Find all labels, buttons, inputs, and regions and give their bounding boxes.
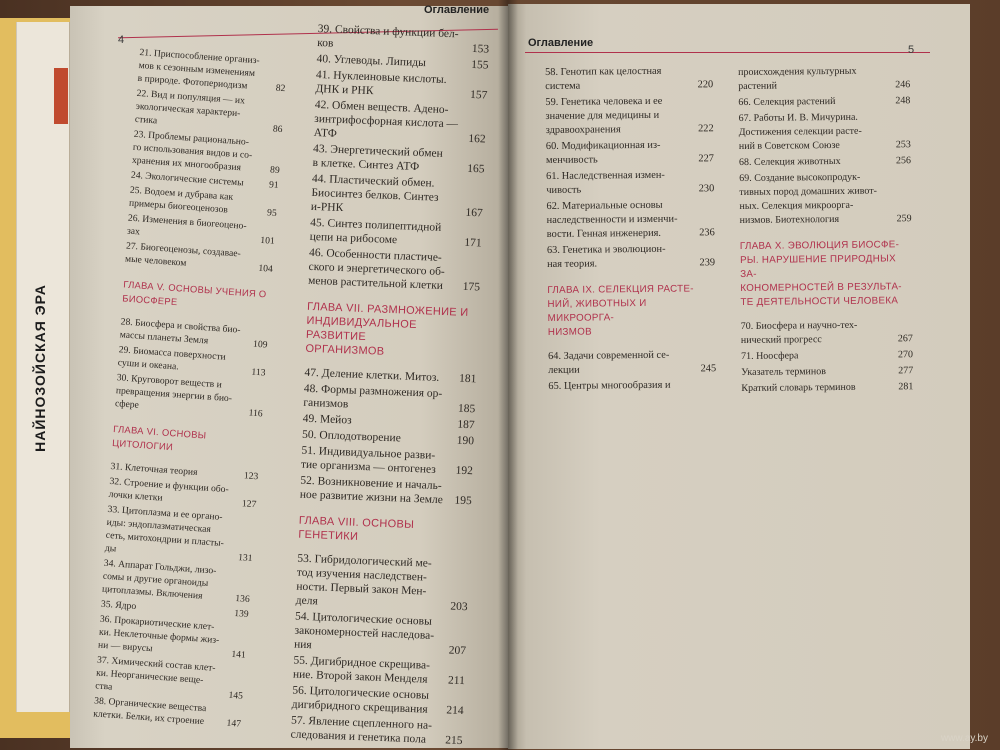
toc-entry-page: 162 (468, 132, 486, 146)
toc-entry-page: 155 (470, 58, 489, 72)
toc-entry-title: 33. Цитоплазма и ее органо- иды: эндоплазматическая сеть, митохондрии и пласты- ды (104, 503, 225, 555)
toc-entry (309, 216, 482, 251)
toc-entry-page: 281 (898, 381, 914, 393)
toc-entry-title: 29. Биомасса поверхности суши и океана. (117, 344, 227, 373)
toc-entry-title: 61. Наследственная измен- чивость (546, 169, 665, 196)
toc-entry (738, 110, 910, 154)
toc-entry-page: 89 (269, 164, 281, 177)
toc-entry-title: 52. Возникновение и началь- ное развитие жизни на Земле (299, 474, 444, 507)
toc-entry-page: 95 (266, 207, 278, 219)
chapter-heading: ГЛАВА VII. РАЗМНОЖЕНИЕ И ИНДИВИДУАЛЬНОЕ РАЗВИТИЕ ОРГАНИЗМОВ (305, 300, 469, 358)
toc-entry-title: 58. Генотип как целостная система (545, 65, 662, 92)
toc-entry-title: 25. Водоем и дубрава как примеры биогеоценозов (128, 184, 234, 216)
toc-entry-page: 203 (450, 600, 468, 614)
toc-entry-page: 185 (457, 402, 476, 416)
toc-entry-page: 239 (699, 257, 716, 269)
toc-entry-page: 236 (699, 227, 715, 239)
toc-entry-page: 165 (466, 162, 485, 176)
toc-entry (313, 98, 486, 147)
chapter-heading: ГЛАВА X. ЭВОЛЮЦИЯ БИОСФЕ- РЫ. НАРУШЕНИЕ ПРИРОДНЫХ ЗА- КОНОМЕРНОСТЕЙ В РЕЗУЛЬТА- ТЕ ДЕЯТЕЛЬНОСТИ ЧЕЛОВЕКА (739, 239, 902, 308)
toc-entry-title: 50. Оплодотворение (301, 428, 402, 445)
toc-entry-title: 64. Задачи современной се- лекции (547, 349, 670, 376)
toc-entry-title: 62. Материальные основы наследственности и изменчи- вости. Генная инженерия. (546, 199, 678, 240)
toc-entry-title: 43. Энергетический обмен в клетке. Синтез АТФ (312, 142, 444, 173)
toc-entry-page: 256 (895, 155, 912, 167)
toc-entry-page: 167 (465, 206, 484, 220)
toc-entry-title: 66. Селекция растений (738, 95, 836, 108)
chapter-heading: ГЛАВА VI. ОСНОВЫ ЦИТОЛОГИИ (111, 423, 207, 453)
toc-entry-page: 131 (237, 552, 253, 565)
spine-title: НАЙНОЗОЙСКАЯ ЭРА (32, 284, 48, 452)
toc-entry-title: 70. Биосфера и научно-тех- нический прогресс (740, 319, 858, 346)
toc-entry-title: 49. Мейоз (302, 412, 352, 427)
toc-entry-title: 71. Ноосфера (740, 350, 799, 362)
toc-entry-title: 63. Генетика и эволюцион- ная теория. (546, 243, 666, 270)
toc-entry-page: 245 (700, 363, 717, 375)
toc-entry (739, 154, 911, 170)
toc-entry-page: 220 (697, 79, 714, 91)
toc-entry (545, 94, 713, 138)
toc-entry (292, 684, 465, 719)
toc-entry-page: 147 (226, 717, 242, 730)
toc-entry (293, 654, 466, 689)
toc-entry-title: 53. Гибридологический ме- тод изучения наследствен- ности. Первый закон Мен- деля (295, 552, 432, 608)
toc-entry (738, 64, 910, 94)
toc-entry (290, 713, 463, 748)
toc-entry-page: 195 (454, 494, 472, 508)
toc-entry-page: 246 (895, 79, 911, 91)
chapter-heading: ГЛАВА V. ОСНОВЫ УЧЕНИЯ О БИОСФЕРЕ (122, 278, 267, 308)
toc-entry-title: Краткий словарь терминов (741, 381, 856, 394)
toc-entry-page: 181 (458, 372, 477, 386)
toc-entry-page: 248 (895, 95, 911, 107)
toc-entry (300, 474, 473, 509)
toc-entry-page: 139 (233, 607, 249, 620)
toc-entry-title: 38. Органические вещества клетки. Белки, их строение (92, 695, 207, 728)
toc-entry (115, 371, 265, 420)
toc-entry (311, 172, 484, 221)
right-header-rule (525, 52, 930, 53)
toc-entry-page: 215 (445, 734, 463, 748)
toc-column-right-1 (545, 64, 716, 396)
toc-entry-page: 187 (457, 418, 475, 432)
toc-entry-page: 207 (448, 644, 467, 658)
toc-entry-page: 211 (447, 674, 466, 688)
toc-entry-title: 21. Приспособление организ- мов к сезонным изменениям в природе. Фотопериодизм (137, 46, 261, 92)
toc-entry-page: 192 (455, 464, 474, 478)
toc-entry (317, 22, 490, 57)
toc-entry-page: 141 (231, 648, 247, 661)
watermark: www.ay.by (940, 733, 988, 744)
toc-entry-page: 153 (471, 42, 490, 56)
toc-entry (741, 380, 913, 396)
toc-entry (741, 364, 913, 380)
toc-entry (303, 382, 476, 417)
book-gutter (498, 0, 518, 750)
toc-entry-page: 253 (895, 139, 911, 151)
toc-entry-page: 101 (259, 234, 276, 247)
toc-entry (546, 168, 714, 198)
toc-entry-title: 67. Работы И. В. Мичурина. Достижения селекции расте- ний в Советском Союзе (738, 111, 862, 152)
toc-entry-title: 35. Ядро (100, 598, 137, 613)
toc-entry-title: 24. Экологические системы (130, 169, 244, 189)
toc-entry-title: 47. Деление клетки. Митоз. (304, 366, 440, 384)
toc-entry (741, 348, 913, 364)
toc-entry-title: 39. Свойства и функции бел- ков (316, 22, 459, 50)
toc-entry-title: 41. Нуклеиновые кислоты. ДНК и РНК (315, 68, 447, 98)
toc-entry-title: 57. Явление сцепленного на- следования и генетика пола (290, 714, 433, 746)
toc-entry (301, 444, 474, 479)
toc-entry-title: 59. Генетика человека и ее значение для медицины и здравоохранения (545, 95, 663, 136)
toc-entry-title: 31. Клеточная теория (110, 460, 198, 479)
toc-entry-title: 42. Обмен веществ. Адено- зинтрифосфорная кислота — АТФ (313, 98, 459, 140)
toc-entry (315, 68, 488, 103)
toc-entry (104, 503, 255, 565)
toc-entry-title: 23. Проблемы рационально- го использования видов и со- хранения их многообразия (131, 128, 253, 174)
toc-entry-title: 55. Дигибридное скрещива- ние. Второй закон Менделя (292, 654, 431, 686)
toc-entry (741, 318, 913, 348)
toc-entry-page: 109 (252, 338, 268, 351)
toc-entry-title: 36. Прокариотические клет- ки. Неклеточные формы жиз- ни — вирусы (97, 613, 220, 655)
toc-entry-page: 86 (272, 123, 283, 136)
toc-entry (739, 170, 912, 228)
toc-entry-title: 65. Центры многообразия и (548, 379, 671, 392)
toc-entry (547, 242, 715, 272)
toc-entry-title: 27. Биогеоценозы, создавае- мые человеком (124, 240, 242, 269)
toc-entry-title: 60. Модификационная из- менчивость (545, 139, 661, 166)
toc-entry-title: 51. Индивидуальное разви- тие организма — онтогенез (300, 444, 437, 476)
toc-entry-title: 46. Особенности пластиче- ского и энергетического об- менов растительной клетки (307, 246, 445, 292)
toc-entry-page: 270 (897, 349, 914, 361)
toc-entry-page: 123 (243, 470, 259, 483)
toc-column-left-2 (290, 22, 490, 750)
toc-entry-title: 54. Цитологические основы закономерностей наследова- ния (293, 610, 435, 652)
toc-entry-page: 190 (456, 434, 475, 448)
toc-entry-page: 277 (898, 365, 914, 377)
toc-entry (738, 94, 910, 110)
toc-entry-page: 157 (469, 88, 488, 102)
toc-entry-title: происхождения культурных растений (738, 65, 857, 92)
toc-entry-title: 40. Углеводы. Липиды (316, 52, 427, 70)
toc-column-right-2 (738, 64, 913, 398)
chapter-heading: ГЛАВА VIII. ОСНОВЫ ГЕНЕТИКИ (298, 514, 415, 543)
toc-entry-title: 56. Цитологические основы дигибридного скрещивания (291, 684, 430, 716)
toc-entry-title: 28. Биосфера и свойства био- массы планеты Земля (119, 316, 241, 347)
toc-entry-title: 32. Строение и функции обо- лочки клетки (108, 475, 230, 504)
toc-entry (294, 610, 467, 659)
toc-entry (545, 64, 713, 94)
toc-entry-title: 37. Химический состав клет- ки. Неорганические веще- ства (94, 654, 216, 693)
toc-entry-page: 136 (234, 593, 251, 605)
toc-entry-page: 227 (698, 153, 715, 165)
toc-entry-title: 69. Создание высокопродук- тивных пород домашних живот- ных. Селекция микроорга- низмов. Биотехнология (739, 171, 878, 226)
toc-entry (546, 198, 714, 242)
toc-entry-title: 22. Вид и популяция — их экологическая характери- стика (134, 87, 246, 127)
toc-entry-title: 44. Пластический обмен. Биосинтез белков. Синтез и-РНК (310, 172, 439, 215)
toc-entry-page: 127 (241, 498, 257, 511)
toc-entry-page: 175 (462, 280, 481, 294)
toc-entry-page: 171 (464, 236, 482, 250)
toc-entry-title: Указатель терминов (741, 366, 827, 378)
toc-entry (308, 246, 481, 295)
toc-entry-page: 214 (446, 704, 464, 718)
toc-entry-page: 222 (698, 123, 714, 135)
toc-entry-page: 145 (228, 689, 244, 702)
toc-entry (296, 552, 470, 615)
toc-entry-page: 113 (251, 366, 266, 379)
toc-entry-page: 91 (268, 179, 279, 191)
toc-entry-title: 45. Синтез полипептидной цепи на рибосоме (309, 216, 442, 247)
toc-entry-page: 82 (275, 82, 286, 95)
right-page-header: Оглавление (528, 37, 594, 49)
right-page-number: 5 (908, 44, 915, 56)
toc-entry-page: 116 (248, 407, 264, 420)
toc-entry-title: 68. Селекция животных (738, 155, 841, 168)
toc-entry-page: 230 (698, 183, 715, 195)
toc-entry-title: 48. Формы размножения ор- ганизмов (303, 382, 443, 411)
toc-entry-page: 104 (258, 262, 274, 275)
toc-entry-title: 26. Изменения в биогеоцено- зах (126, 212, 247, 238)
chapter-heading: ГЛАВА IX. СЕЛЕКЦИЯ РАСТЕ- НИЙ, ЖИВОТНЫХ И МИКРООРГА- НИЗМОВ (547, 283, 694, 338)
jacket-red-mark (54, 68, 68, 124)
toc-entry (548, 378, 716, 394)
left-page-number: 4 (118, 34, 125, 46)
toc-entry (546, 138, 714, 168)
toc-entry (548, 348, 716, 378)
toc-entry-page: 259 (896, 213, 912, 225)
toc-entry-title: 30. Круговорот веществ и превращения энергии в био- сфере (114, 372, 233, 411)
toc-entry-page: 267 (897, 333, 913, 345)
toc-entry-title: 34. Аппарат Гольджи, лизо- сомы и другие органоиды цитоплазмы. Включения (101, 557, 217, 602)
left-page-header: Оглавление (424, 4, 490, 16)
toc-entry (312, 142, 485, 177)
